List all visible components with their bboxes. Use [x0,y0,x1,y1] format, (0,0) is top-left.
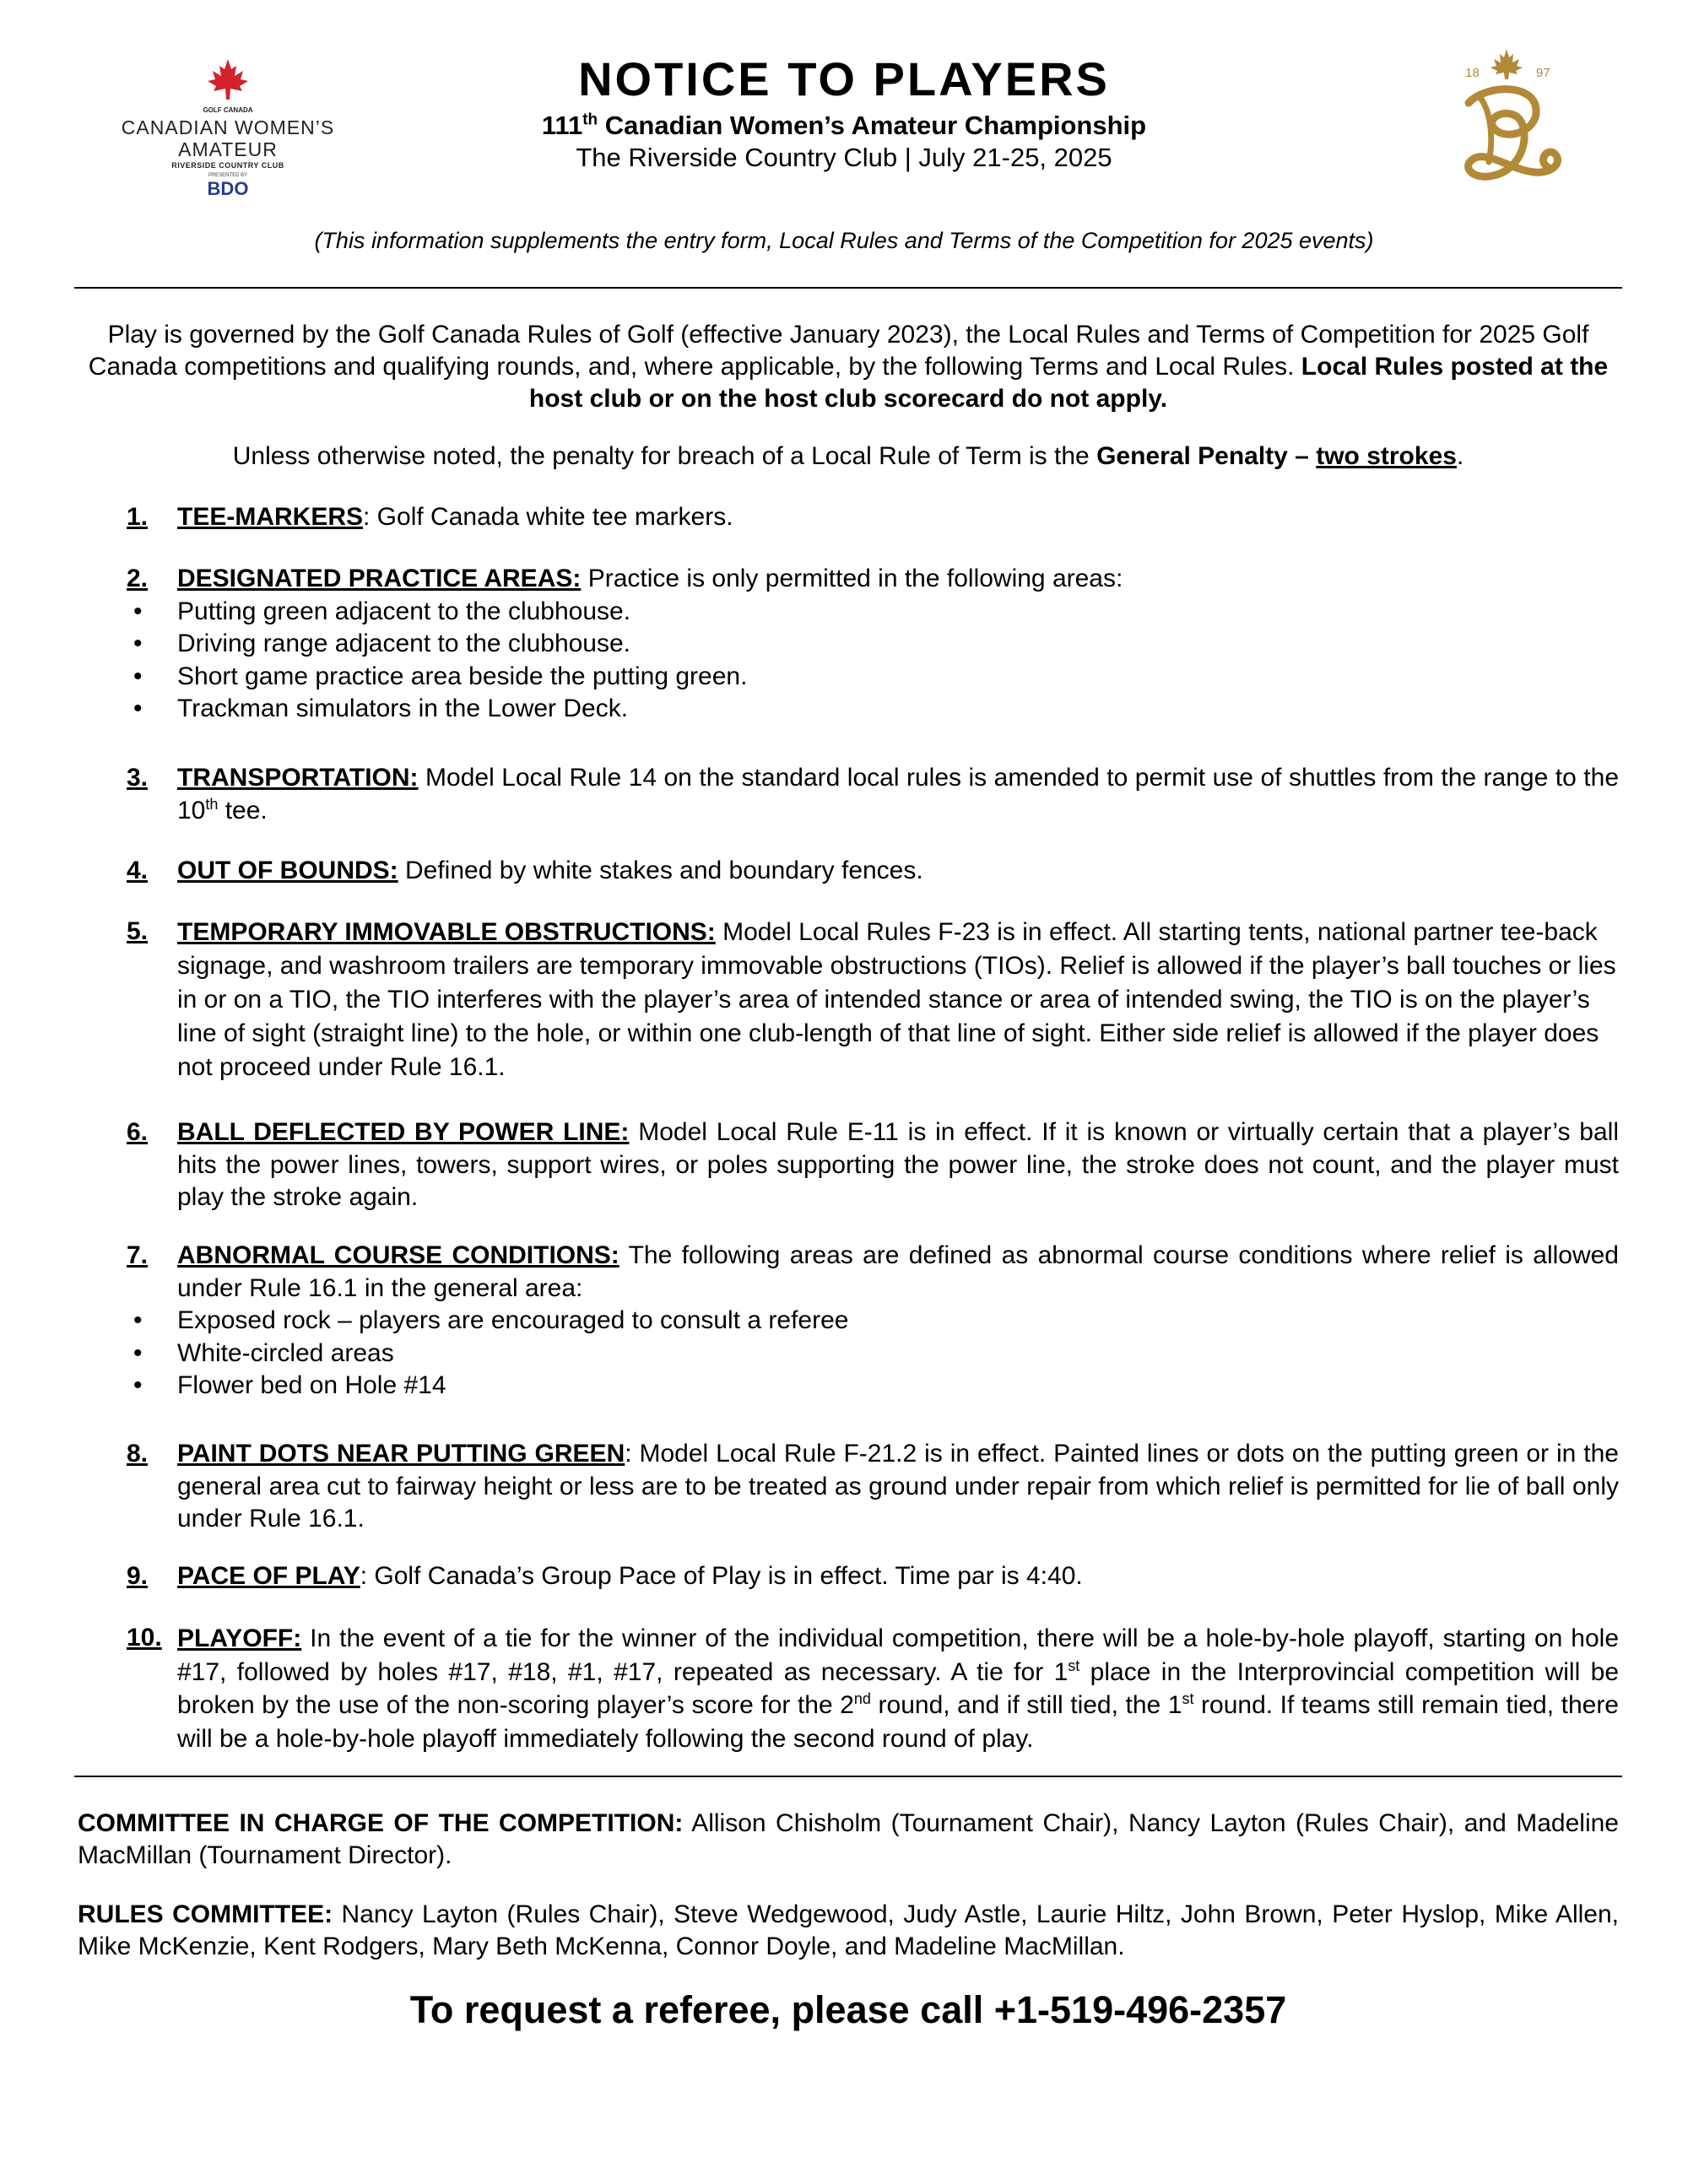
page-title: NOTICE TO PLAYERS [578,52,1110,105]
championship-number: 111 [541,111,583,140]
item-text: round, and if still tied, the 1 [870,1691,1182,1719]
list-item: • Short game practice area beside the putting green. [78,661,1619,694]
item-tee-markers [177,501,1619,534]
item-number: 9. [127,1562,149,1590]
penalty-strokes: two strokes [1316,442,1457,470]
competition-committee [78,1808,1619,1872]
item-number: 4. [127,857,149,884]
item-ball-deflected-by-power-line [177,1116,1619,1214]
item-heading: PACE OF PLAY [177,1562,360,1590]
championship-subtitle [422,110,1266,142]
list-item: • White-circled areas [78,1338,1619,1370]
item-heading: TRANSPORTATION: [177,764,419,792]
item-text: : Model Local Rule F-21.2 is in effect. Painted lines or dots on the putting green or in the general area cut to fairway height or less are to be treated as ground under repair from which relief is permitted for lie of ball only under Rule 16.1. [177,1440,1619,1533]
item-heading: PLAYOFF: [177,1624,302,1652]
canadian-womens-amateur-logo [118,57,338,218]
item-heading: ABNORMAL COURSE CONDITIONS: [177,1241,619,1269]
item-designated-practice-areas [177,563,1619,726]
item-heading: TEMPORARY IMMOVABLE OBSTRUCTIONS: [177,918,716,946]
logo-year-right: 97 [1536,66,1550,80]
committee-label: COMMITTEE IN CHARGE OF THE COMPETITION: [78,1809,684,1837]
championship-name: Canadian Women’s Amateur Championship [604,111,1147,140]
rules-committee-text: Nancy Layton (Rules Chair), Steve Wedgewood, Judy Astle, Laurie Hiltz, John Brown, Peter Hyslop, Mike Allen, Mike McKenzie, Kent Rodgers, Mary Beth McKenna, Connor Doyle, and Madeline MacMillan. [78,1900,1619,1960]
logo-line-canadian-womens: CANADIAN WOMEN’S [121,116,335,138]
penalty-paragraph [78,441,1619,473]
item-text: Model Local Rule 14 on the standard local rules is amended to permit use of shuttles from the range to the 10 [177,764,1619,824]
item-playoff [177,1622,1619,1755]
list-item: • Putting green adjacent to the clubhouse. [78,596,1619,629]
practice-area-list [78,596,1619,726]
item-heading: DESIGNATED PRACTICE AREAS: [177,565,582,592]
item-sup: nd [853,1690,871,1707]
item-heading: TEE-MARKERS [177,503,364,531]
rules-committee [78,1899,1619,1963]
penalty-bold: General Penalty – [1096,442,1309,470]
venue-line: The Riverside Country Club | July 21-25, 2025 [576,143,1112,172]
maple-leaf-icon [204,57,252,106]
committee-text: Allison Chisholm (Tournament Chair), Nancy Layton (Rules Chair), and Madeline MacMillan (Tournament Director). [78,1809,1619,1869]
item-abnormal-course-conditions [177,1240,1619,1403]
list-item: • Driving range adjacent to the clubhouse. [78,628,1619,661]
item-heading: OUT OF BOUNDS: [177,857,398,884]
championship-suffix: th [582,111,598,129]
bottom-divider [74,1776,1622,1777]
penalty-text: Unless otherwise noted, the penalty for breach of a Local Rule of Term is the [232,442,1090,470]
list-item: • Exposed rock – players are encouraged to consult a referee [78,1305,1619,1338]
intro-text: Play is governed by the Golf Canada Rules of Golf (effective January 2023), the Local Rules and Terms of Competition for 2025 Golf Canada competitions and qualifying rounds, and, where applicable, by the following Terms and Local Rules. [88,321,1589,381]
item-number: 5. [127,917,149,945]
item-text: In the event of a tie for the winner of the individual competition, there will be a hole-by-hole playoff, starting on hole #17, followed by holes #17, #18, #1, #17, repeated as necessary. A tie for 1 [177,1624,1619,1686]
item-number: 8. [127,1440,149,1468]
item-text: Defined by white stakes and boundary fences. [398,857,923,884]
item-pace-of-play [177,1560,1619,1593]
abnormal-conditions-list [78,1305,1619,1403]
logo-line-amateur: AMATEUR [178,138,278,160]
item-text: Practice is only permitted in the following areas: [581,565,1123,592]
golf-canada-text: GOLF CANADA [203,106,253,114]
item-paint-dots-near-putting-green [177,1438,1619,1536]
item-number: 3. [127,764,149,792]
item-text: Model Local Rule E-11 is in effect. If it is known or virtually certain that a player’s ball hits the power lines, towers, support wires, or poles supporting the power line, the stroke does not count, and the player must play the stroke again. [177,1118,1620,1211]
item-out-of-bounds [177,855,1619,888]
item-sup: st [1068,1657,1080,1674]
intro-bold-text: Local Rules posted at the host club or on the host club scorecard do not apply. [528,353,1609,413]
bdo-sponsor-logo: BDO [207,178,249,199]
item-temporary-immovable-obstructions [177,916,1619,1084]
item-number: 10. [127,1624,162,1652]
riverside-monogram-icon [1435,44,1578,204]
supplement-note: (This information supplements the entry form, Local Rules and Terms of the Competition for 2025 events) [314,228,1374,253]
item-number: 1. [127,503,149,531]
item-heading: PAINT DOTS NEAR PUTTING GREEN [177,1440,625,1468]
logo-year-left: 18 [1465,66,1480,80]
item-sup: st [1182,1690,1194,1707]
logo-line-presented-by: PRESENTED BY [208,173,248,178]
item-text: : Golf Canada’s Group Pace of Play is in effect. Time par is 4:40. [360,1562,1083,1590]
item-number: 6. [127,1118,149,1146]
item-number: 2. [127,565,149,592]
riverside-club-logo [1435,44,1578,204]
item-heading: BALL DEFLECTED BY POWER LINE: [177,1118,630,1146]
item-sup: th [205,795,219,813]
referee-request: To request a referee, please call +1-519-496-2357 [409,1988,1287,2031]
top-divider [74,287,1622,289]
intro-paragraph [78,319,1619,415]
item-text: : Golf Canada white tee markers. [363,503,733,531]
list-item: • Flower bed on Hole #14 [78,1370,1619,1403]
item-text-end: tee. [218,796,268,824]
item-text: place in the Interprovincial competition will be broken by the use of the non-scoring player’s score for the 2 [177,1657,1620,1719]
logo-line-riverside: RIVERSIDE COUNTRY CLUB [171,161,284,170]
item-transportation [177,762,1619,827]
item-text: Model Local Rules F-23 is in effect. All starting tents, national partner tee-back signage, and washroom trailers are temporary immovable obstructions (TIOs). Relief is allowed if the player’s ball touches or lies in or on a TIO, the TIO interferes with the player’s area of intended stance or area of intended swing, the TIO is on the player’s line of sight (straight line) to the hole, or within one club-length of that line of sight. Either side relief is allowed if the player does not proceed under Rule 16.1. [177,918,1616,1081]
rules-committee-label: RULES COMMITTEE: [78,1900,333,1928]
item-text: round. If teams still remain tied, there will be a hole-by-hole playoff immediately following the second round of play. [177,1691,1619,1753]
list-item: • Trackman simulators in the Lower Deck. [78,693,1619,726]
penalty-end: . [1456,442,1464,470]
item-text: The following areas are defined as abnormal course conditions where relief is allowed under Rule 16.1 in the general area: [177,1241,1619,1302]
item-number: 7. [127,1241,149,1269]
